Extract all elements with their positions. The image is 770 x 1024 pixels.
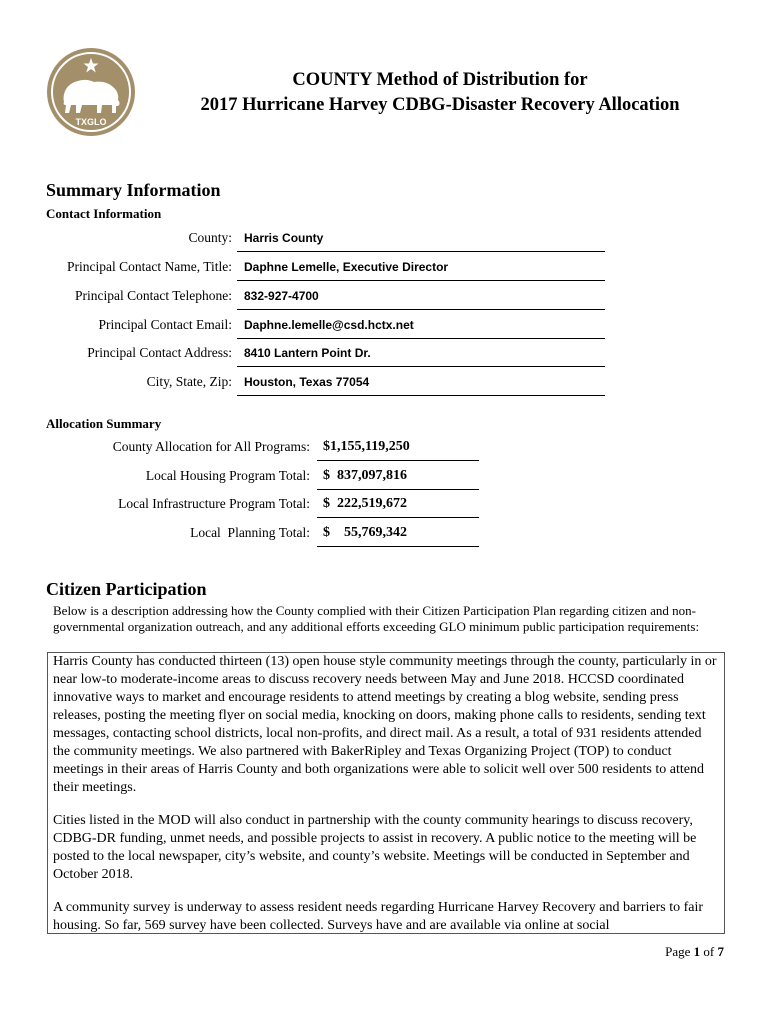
planning-total-underline	[317, 546, 479, 547]
page-prefix: Page	[665, 944, 691, 959]
contact-name-label: Principal Contact Name, Title:	[67, 259, 232, 274]
telephone-label: Principal Contact Telephone:	[74, 288, 232, 303]
summary-heading: Summary Information	[46, 180, 221, 200]
page-number	[665, 944, 724, 960]
txglo-logo	[46, 47, 136, 137]
county-label: County:	[188, 230, 232, 245]
allocation-all-value: $1,155,119,250	[323, 439, 410, 454]
housing-total-value: $ 837,097,816	[323, 468, 407, 483]
page-current: 1	[693, 944, 701, 959]
county-underline	[237, 251, 605, 252]
city-state-zip-label: City, State, Zip:	[146, 374, 232, 389]
page-of: of	[703, 944, 715, 959]
page-title	[140, 68, 740, 118]
address-value: 8410 Lantern Point Dr.	[244, 346, 371, 360]
city-state-zip-underline	[237, 395, 605, 396]
title-line-2: 2017 Hurricane Harvey CDBG-Disaster Recovery Allocation	[200, 95, 680, 115]
housing-total-underline	[317, 489, 479, 490]
planning-total-value: $ 55,769,342	[323, 525, 407, 540]
title-line-1: COUNTY Method of Distribution for	[292, 70, 588, 90]
allocation-heading: Allocation Summary	[46, 416, 162, 431]
infrastructure-total-underline	[317, 517, 479, 518]
address-underline	[237, 366, 605, 367]
citizen-paragraph-2: Cities listed in the MOD will also conduct in partnership with the county community hearings to discuss recovery, CDBG-DR funding, unmet needs, and possible projects to assist in recovery. A public notice to the meeting will be posted to the local newspaper, city’s website, and county’s website. Meetings will be conducted in September and October 2018.	[53, 813, 697, 882]
telephone-underline	[237, 309, 605, 310]
citizen-paragraph-3: A community survey is underway to assess resident needs regarding Hurricane Harvey Recovery and barriers to fair housing. So far, 569 survey have been collected. Surveys have and are available via online at social	[53, 900, 704, 933]
bison-seal-icon	[46, 47, 136, 137]
logo-text: TXGLO	[75, 117, 107, 127]
email-value: Daphne.lemelle@csd.hctx.net	[244, 318, 414, 332]
infrastructure-total-label: Local Infrastructure Program Total:	[118, 496, 310, 511]
planning-total-label: Local Planning Total:	[190, 525, 310, 540]
contact-name-value: Daphne Lemelle, Executive Director	[244, 260, 449, 274]
contact-name-underline	[237, 280, 605, 281]
housing-total-label: Local Housing Program Total:	[145, 468, 310, 483]
allocation-all-label: County Allocation for All Programs:	[112, 439, 310, 454]
page-total: 7	[717, 944, 724, 959]
email-label: Principal Contact Email:	[98, 317, 232, 332]
telephone-value: 832-927-4700	[244, 289, 319, 303]
citizen-participation-textbox[interactable]	[47, 652, 725, 934]
citizen-paragraph-1: Harris County has conducted thirteen (13) open house style community meetings through the county, particularly in or near low-to moderate-income areas to discuss recovery needs between May and June 2018. HCCSD coordinated innovative ways to market and encourage residents to attend meetings by creating a blog website, sending press releases, posting the meeting flyer on social media, knocking on doors, making phone calls to residents, sending text messages, contacting school districts, local non-profits, and direct mail. As a result, a total of 931 residents attended the community meetings. We also partnered with BakerRipley and Texas Organizing Project (TOP) to conduct meetings in their areas of Harris County and both organizations were able to solicit well over 500 residents to attend their meetings.	[53, 654, 717, 795]
citizen-description: Below is a description addressing how the County complied with their Citizen Participation Plan regarding citizen and non-governmental organization outreach, and any additional efforts exceeding GLO minimum public participation requirements:	[53, 603, 700, 634]
infrastructure-total-value: $ 222,519,672	[323, 496, 407, 511]
email-underline	[237, 338, 605, 339]
county-value: Harris County	[244, 231, 324, 245]
address-label: Principal Contact Address:	[87, 345, 232, 360]
city-state-zip-value: Houston, Texas 77054	[244, 375, 370, 389]
allocation-all-underline	[317, 460, 479, 461]
contact-heading: Contact Information	[46, 206, 162, 221]
citizen-heading: Citizen Participation	[46, 579, 207, 599]
